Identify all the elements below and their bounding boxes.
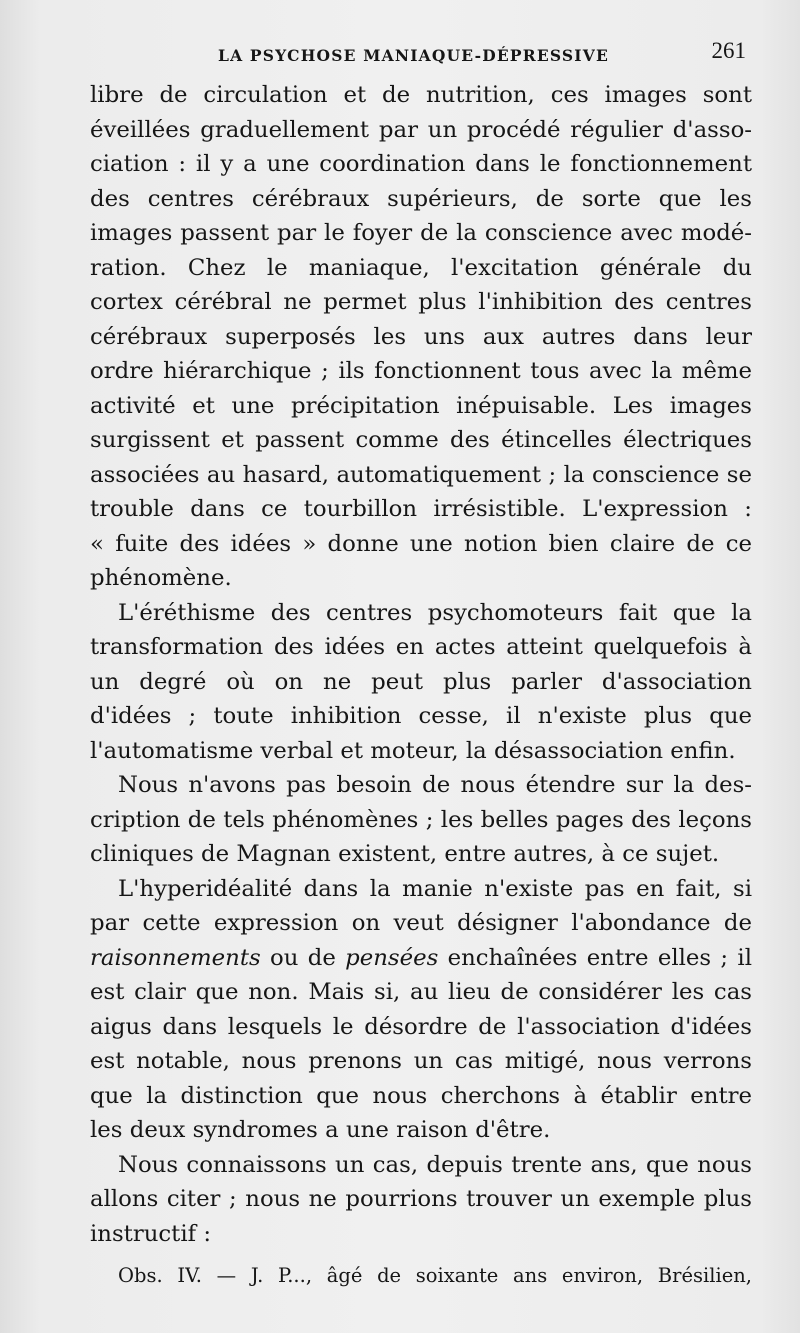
text-line: d'idées ; toute inhibition cesse, il n'existe plus que bbox=[90, 703, 752, 729]
text-line: instructif : bbox=[90, 1220, 211, 1247]
text-line-with-emphasis bbox=[90, 941, 752, 976]
text-fragment: ou de bbox=[270, 944, 336, 971]
text-line: phénomène. bbox=[90, 565, 232, 591]
observation-line: Obs. IV. — J. P..., âgé de soixante ans environ, Brésilien, bbox=[118, 1264, 752, 1287]
text-line: libre de circulation et de nutrition, ces images sont bbox=[90, 82, 752, 108]
text-line: ciation : il y a une coordination dans le fonctionnement bbox=[90, 151, 752, 177]
text-line: par cette expression on veut désigner l'abondance de bbox=[90, 910, 752, 936]
text-line: un degré où on ne peut plus parler d'association bbox=[90, 668, 752, 695]
text-line: les deux syndromes a une raison d'être. bbox=[90, 1117, 551, 1143]
text-line: associées au hasard, automatiquement ; la conscience se bbox=[90, 461, 752, 488]
text-line: « fuite des idées » donne une notion bien claire de ce bbox=[90, 530, 752, 557]
text-fragment: enchaînées entre elles ; il bbox=[447, 944, 752, 971]
text-line: trouble dans ce tourbillon irrésistible. L'expression : bbox=[90, 496, 752, 522]
paragraph-first-line: Nous connaissons un cas, depuis trente ans, que nous bbox=[118, 1151, 752, 1178]
text-line: ordre hiérarchique ; ils fonctionnent tous avec la même bbox=[90, 358, 752, 384]
text-line: surgissent et passent comme des étincelles électriques bbox=[90, 427, 752, 453]
text-line: est notable, nous prenons un cas mitigé, nous verrons bbox=[90, 1048, 752, 1074]
running-head: LA PSYCHOSE MANIAQUE-DÉPRESSIVE bbox=[218, 46, 609, 65]
text-line: cription de tels phénomènes ; les belles pages des leçons bbox=[90, 806, 752, 833]
text-line: aigus dans lesquels le désordre de l'association d'idées bbox=[90, 1013, 752, 1040]
emphasis-pensees: pensées bbox=[345, 944, 439, 971]
paragraph-first-line: L'éréthisme des centres psychomoteurs fait que la bbox=[118, 599, 752, 626]
text-line: cliniques de Magnan existent, entre autres, à ce sujet. bbox=[90, 841, 720, 867]
paragraph-first-line: L'hyperidéalité dans la manie n'existe pas en fait, si bbox=[118, 875, 752, 902]
paragraph-first-line: Nous n'avons pas besoin de nous étendre sur la des- bbox=[118, 772, 752, 798]
body-text bbox=[90, 78, 752, 1294]
text-line: allons citer ; nous ne pourrions trouver un exemple plus bbox=[90, 1186, 752, 1212]
text-line: cortex cérébral ne permet plus l'inhibition des centres bbox=[90, 289, 752, 315]
text-line: éveillées graduellement par un procédé régulier d'asso- bbox=[90, 116, 752, 143]
text-line: transformation des idées en actes atteint quelquefois à bbox=[90, 634, 752, 660]
text-line: des centres cérébraux supérieurs, de sorte que les bbox=[90, 185, 752, 212]
emphasis-raisonnements: raisonnements bbox=[90, 944, 261, 971]
text-line: activité et une précipitation inépuisable. Les images bbox=[90, 392, 752, 419]
page-number: 261 bbox=[711, 38, 746, 63]
text-line: images passent par le foyer de la conscience avec modé- bbox=[90, 220, 752, 246]
text-line: est clair que non. Mais si, au lieu de considérer les cas bbox=[90, 979, 752, 1005]
text-line: cérébraux superposés les uns aux autres dans leur bbox=[90, 323, 752, 350]
text-line: ration. Chez le maniaque, l'excitation générale du bbox=[90, 254, 752, 281]
text-line: que la distinction que nous cherchons à établir entre bbox=[90, 1082, 752, 1109]
text-line: l'automatisme verbal et moteur, la désassociation enfin. bbox=[90, 737, 736, 764]
page-header bbox=[90, 36, 752, 72]
